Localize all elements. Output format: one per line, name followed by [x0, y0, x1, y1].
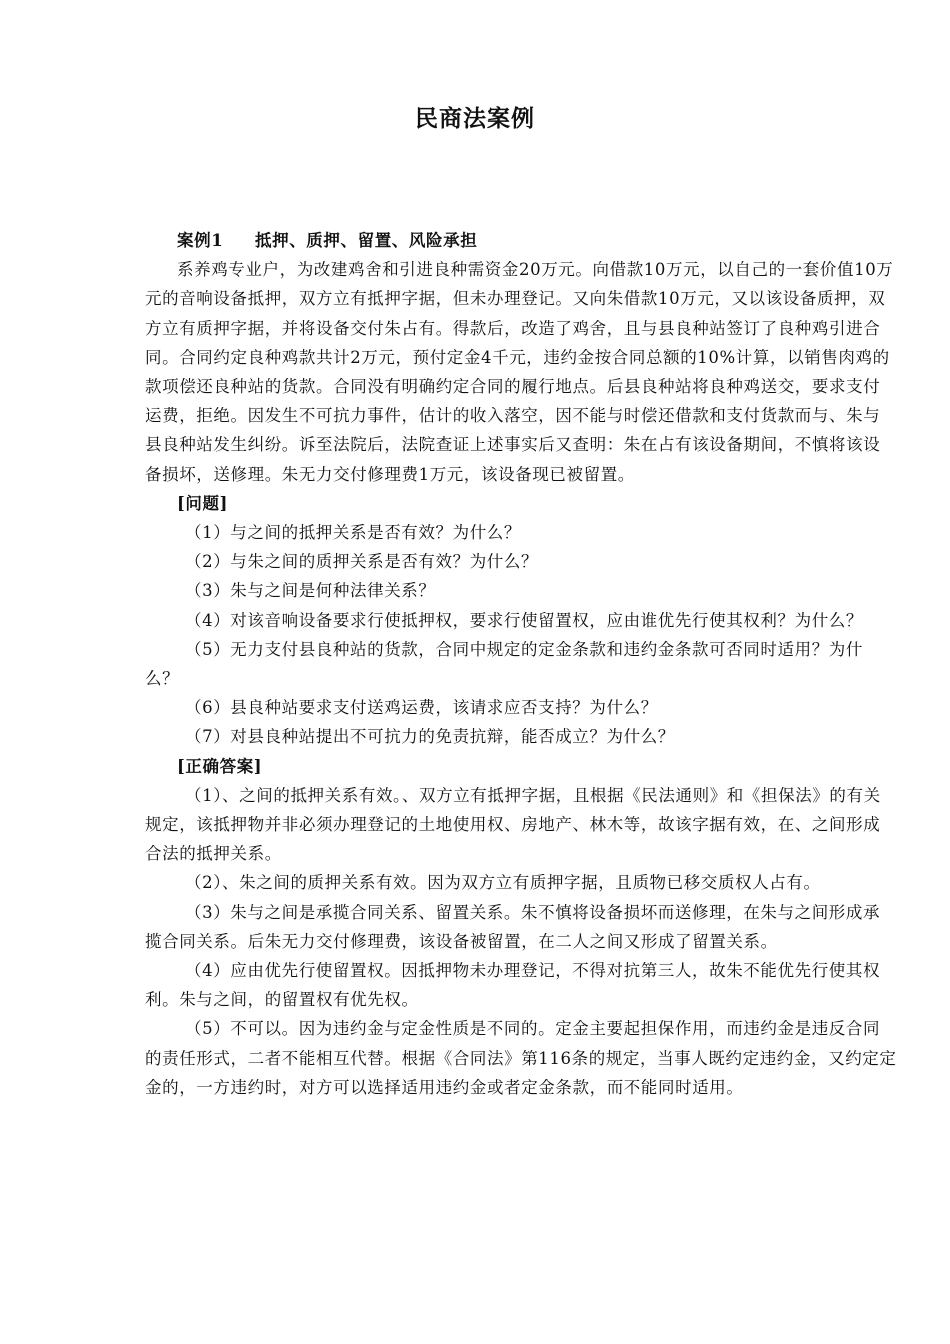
answer-2: （2）、朱之间的质押关系有效。因为双方立有质押字据，且质物已移交质权人占有。: [185, 873, 821, 893]
answers-label: [正确答案]: [177, 756, 263, 776]
question-6: （6）县良种站要求支付送鸡运费，该请求应否支持？为什么？: [185, 698, 658, 718]
case-number: 案例1: [177, 231, 224, 250]
question-4: （4）对该音响设备要求行使抵押权，要求行使留置权，应由谁优先行使其权利？为什么？: [185, 610, 863, 630]
question-1: （1）与之间的抵押关系是否有效？为什么？: [185, 523, 521, 543]
question-7: （7）对县良种站提出不可抗力的免责抗辩，能否成立？为什么？: [185, 727, 675, 747]
document-title: 民商法案例: [415, 105, 535, 132]
case-heading: [145, 226, 897, 255]
answer-3: （3）朱与之间是承揽合同关系、留置关系。朱不慎将设备损坏而送修理，在朱与之间形成承揽合同关系。后朱无力交付修理费，该设备被留置，在二人之间又形成了留置关系。: [145, 902, 881, 951]
questions-label: [问题]: [177, 493, 229, 513]
answer-5: （5）不可以。因为违约金与定金性质是不同的。定金主要起担保作用，而违约金是违反合同的责任形式，二者不能相互代替。根据《合同法》第116条的规定，当事人既约定违约金，又约定定金的，一方违约时，对方可以选择适用违约金或者定金条款，而不能同时适用。: [145, 1019, 897, 1097]
case-title: 抵押、质押、留置、风险承担: [255, 231, 478, 250]
document-body: [145, 226, 897, 1102]
question-3: （3）朱与之间是何种法律关系？: [185, 581, 436, 601]
case-facts: 系养鸡专业户，为改建鸡舍和引进良种需资金20万元。向借款10万元，以自己的一套价值10万元的音响设备抵押，双方立有抵押字据，但未办理登记。又向朱借款10万元，又以该设备质押，双方立有质押字据，并将设备交付朱占有。得款后，改造了鸡舍，且与县良种站签订了良种鸡引进合同。合同约定良种鸡款共计2万元，预付定金4千元，违约金按合同总额的10%计算，以销售肉鸡的款项偿还良种站的货款。合同没有明确约定合同的履行地点。后县良种站将良种鸡送交，要求支付运费，拒绝。因发生不可抗力事件，估计的收入落空，因不能与时偿还借款和支付货款而与、朱与县良种站发生纠纷。诉至法院后，法院查证上述事实后又查明：朱在占有该设备期间，不慎将该设备损坏，送修理。朱无力交付修理费1万元，该设备现已被留置。: [145, 260, 894, 484]
question-2: （2）与朱之间的质押关系是否有效？为什么？: [185, 552, 539, 572]
answer-1: （1）、之间的抵押关系有效。、双方立有抵押字据，且根据《民法通则》和《担保法》的有关规定，该抵押物并非必须办理登记的土地使用权、房地产、林木等，故该字据有效，在、之间形成合法的抵押关系。: [145, 785, 881, 864]
question-5: （5）无力支付县良种站的货款，合同中规定的定金条款和违约金条款可否同时适用？为什么？: [145, 639, 863, 689]
answer-4: （4）应由优先行使留置权。因抵押物未办理登记，不得对抗第三人，故朱不能优先行使其权利。朱与之间，的留置权有优先权。: [145, 961, 881, 1010]
